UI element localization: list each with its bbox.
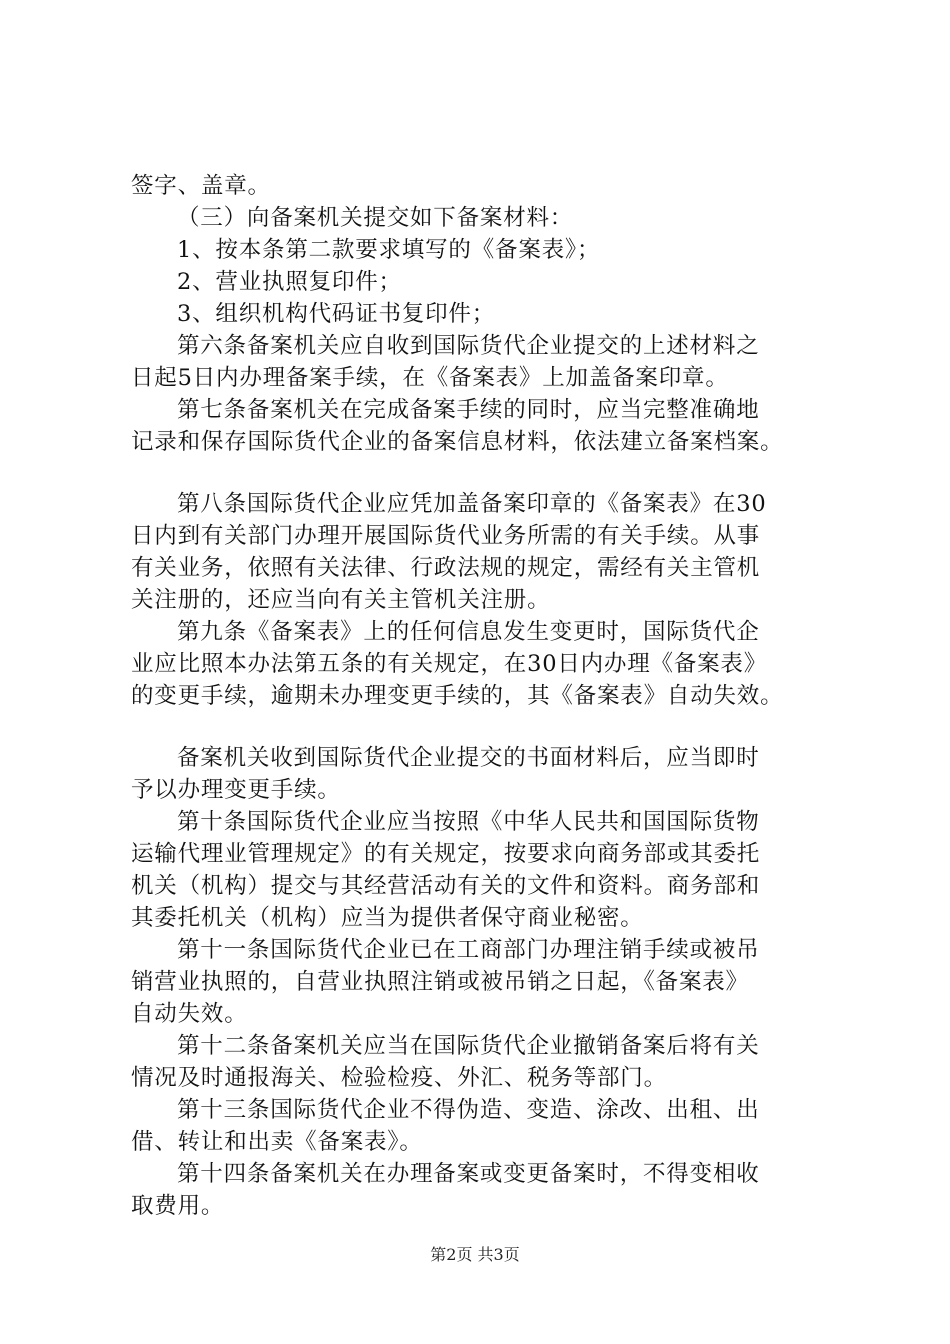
text-line: 第十条国际货代企业应当按照《中华人民共和国国际货物 <box>177 809 760 835</box>
text-line: 备案机关收到国际货代企业提交的书面材料后，应当即时 <box>177 745 760 771</box>
document-body <box>131 170 831 1222</box>
text-line: 3、组织机构代码证书复印件； <box>177 301 496 327</box>
text-line: 第八条国际货代企业应凭加盖备案印章的《备案表》在30 <box>177 491 767 517</box>
text-line: 2、营业执照复印件； <box>177 269 402 295</box>
text-line: 其委托机关（机构）应当为提供者保守商业秘密。 <box>131 905 644 931</box>
text-line: 自动失效。 <box>131 1001 248 1027</box>
text-line: 第十三条国际货代企业不得伪造、变造、涂改、出租、出 <box>177 1097 760 1123</box>
text-line: 签字、盖章。 <box>131 173 271 199</box>
text-line: 机关（机构）提交与其经营活动有关的文件和资料。商务部和 <box>131 873 761 899</box>
text-line: 日内到有关部门办理开展国际货代业务所需的有关手续。从事 <box>131 523 761 549</box>
text-line: 第七条备案机关在完成备案手续的同时，应当完整准确地 <box>177 397 760 423</box>
text-line: 运输代理业管理规定》的有关规定，按要求向商务部或其委托 <box>131 841 761 867</box>
text-line: 业应比照本办法第五条的有关规定，在30日内办理《备案表》 <box>131 651 768 677</box>
text-line: 予以办理变更手续。 <box>131 777 341 803</box>
text-line: 第六条备案机关应自收到国际货代企业提交的上述材料之 <box>177 333 760 359</box>
text-line: 情况及时通报海关、检验检疫、外汇、税务等部门。 <box>131 1065 667 1091</box>
text-line: 销营业执照的，自营业执照注销或被吊销之日起，《备案表》 <box>131 969 749 995</box>
paragraph-gap <box>131 712 831 742</box>
text-line: 第十四条备案机关在办理备案或变更备案时，不得变相收 <box>177 1161 760 1187</box>
text-line: 日起5日内办理备案手续，在《备案表》上加盖备案印章。 <box>131 365 729 391</box>
text-line: 的变更手续，逾期未办理变更手续的，其《备案表》自动失效。 <box>131 683 784 709</box>
paragraph-gap <box>131 458 831 488</box>
text-line: 第十二条备案机关应当在国际货代企业撤销备案后将有关 <box>177 1033 760 1059</box>
text-line: 关注册的，还应当向有关主管机关注册。 <box>131 587 551 613</box>
text-line: 有关业务，依照有关法律、行政法规的规定，需经有关主管机 <box>131 555 761 581</box>
text-line: 第九条《备案表》上的任何信息发生变更时，国际货代企 <box>177 619 760 645</box>
text-line: 取费用。 <box>131 1193 225 1219</box>
text-line: 1、按本条第二款要求填写的《备案表》； <box>177 237 601 263</box>
text-line: 借、转让和出卖《备案表》。 <box>131 1129 423 1155</box>
page-footer: 第2页 共3页 <box>430 1245 520 1264</box>
text-line: 记录和保存国际货代企业的备案信息材料，依法建立备案档案。 <box>131 429 784 455</box>
text-line: （三）向备案机关提交如下备案材料： <box>177 205 574 231</box>
text-line: 第十一条国际货代企业已在工商部门办理注销手续或被吊 <box>177 937 760 963</box>
